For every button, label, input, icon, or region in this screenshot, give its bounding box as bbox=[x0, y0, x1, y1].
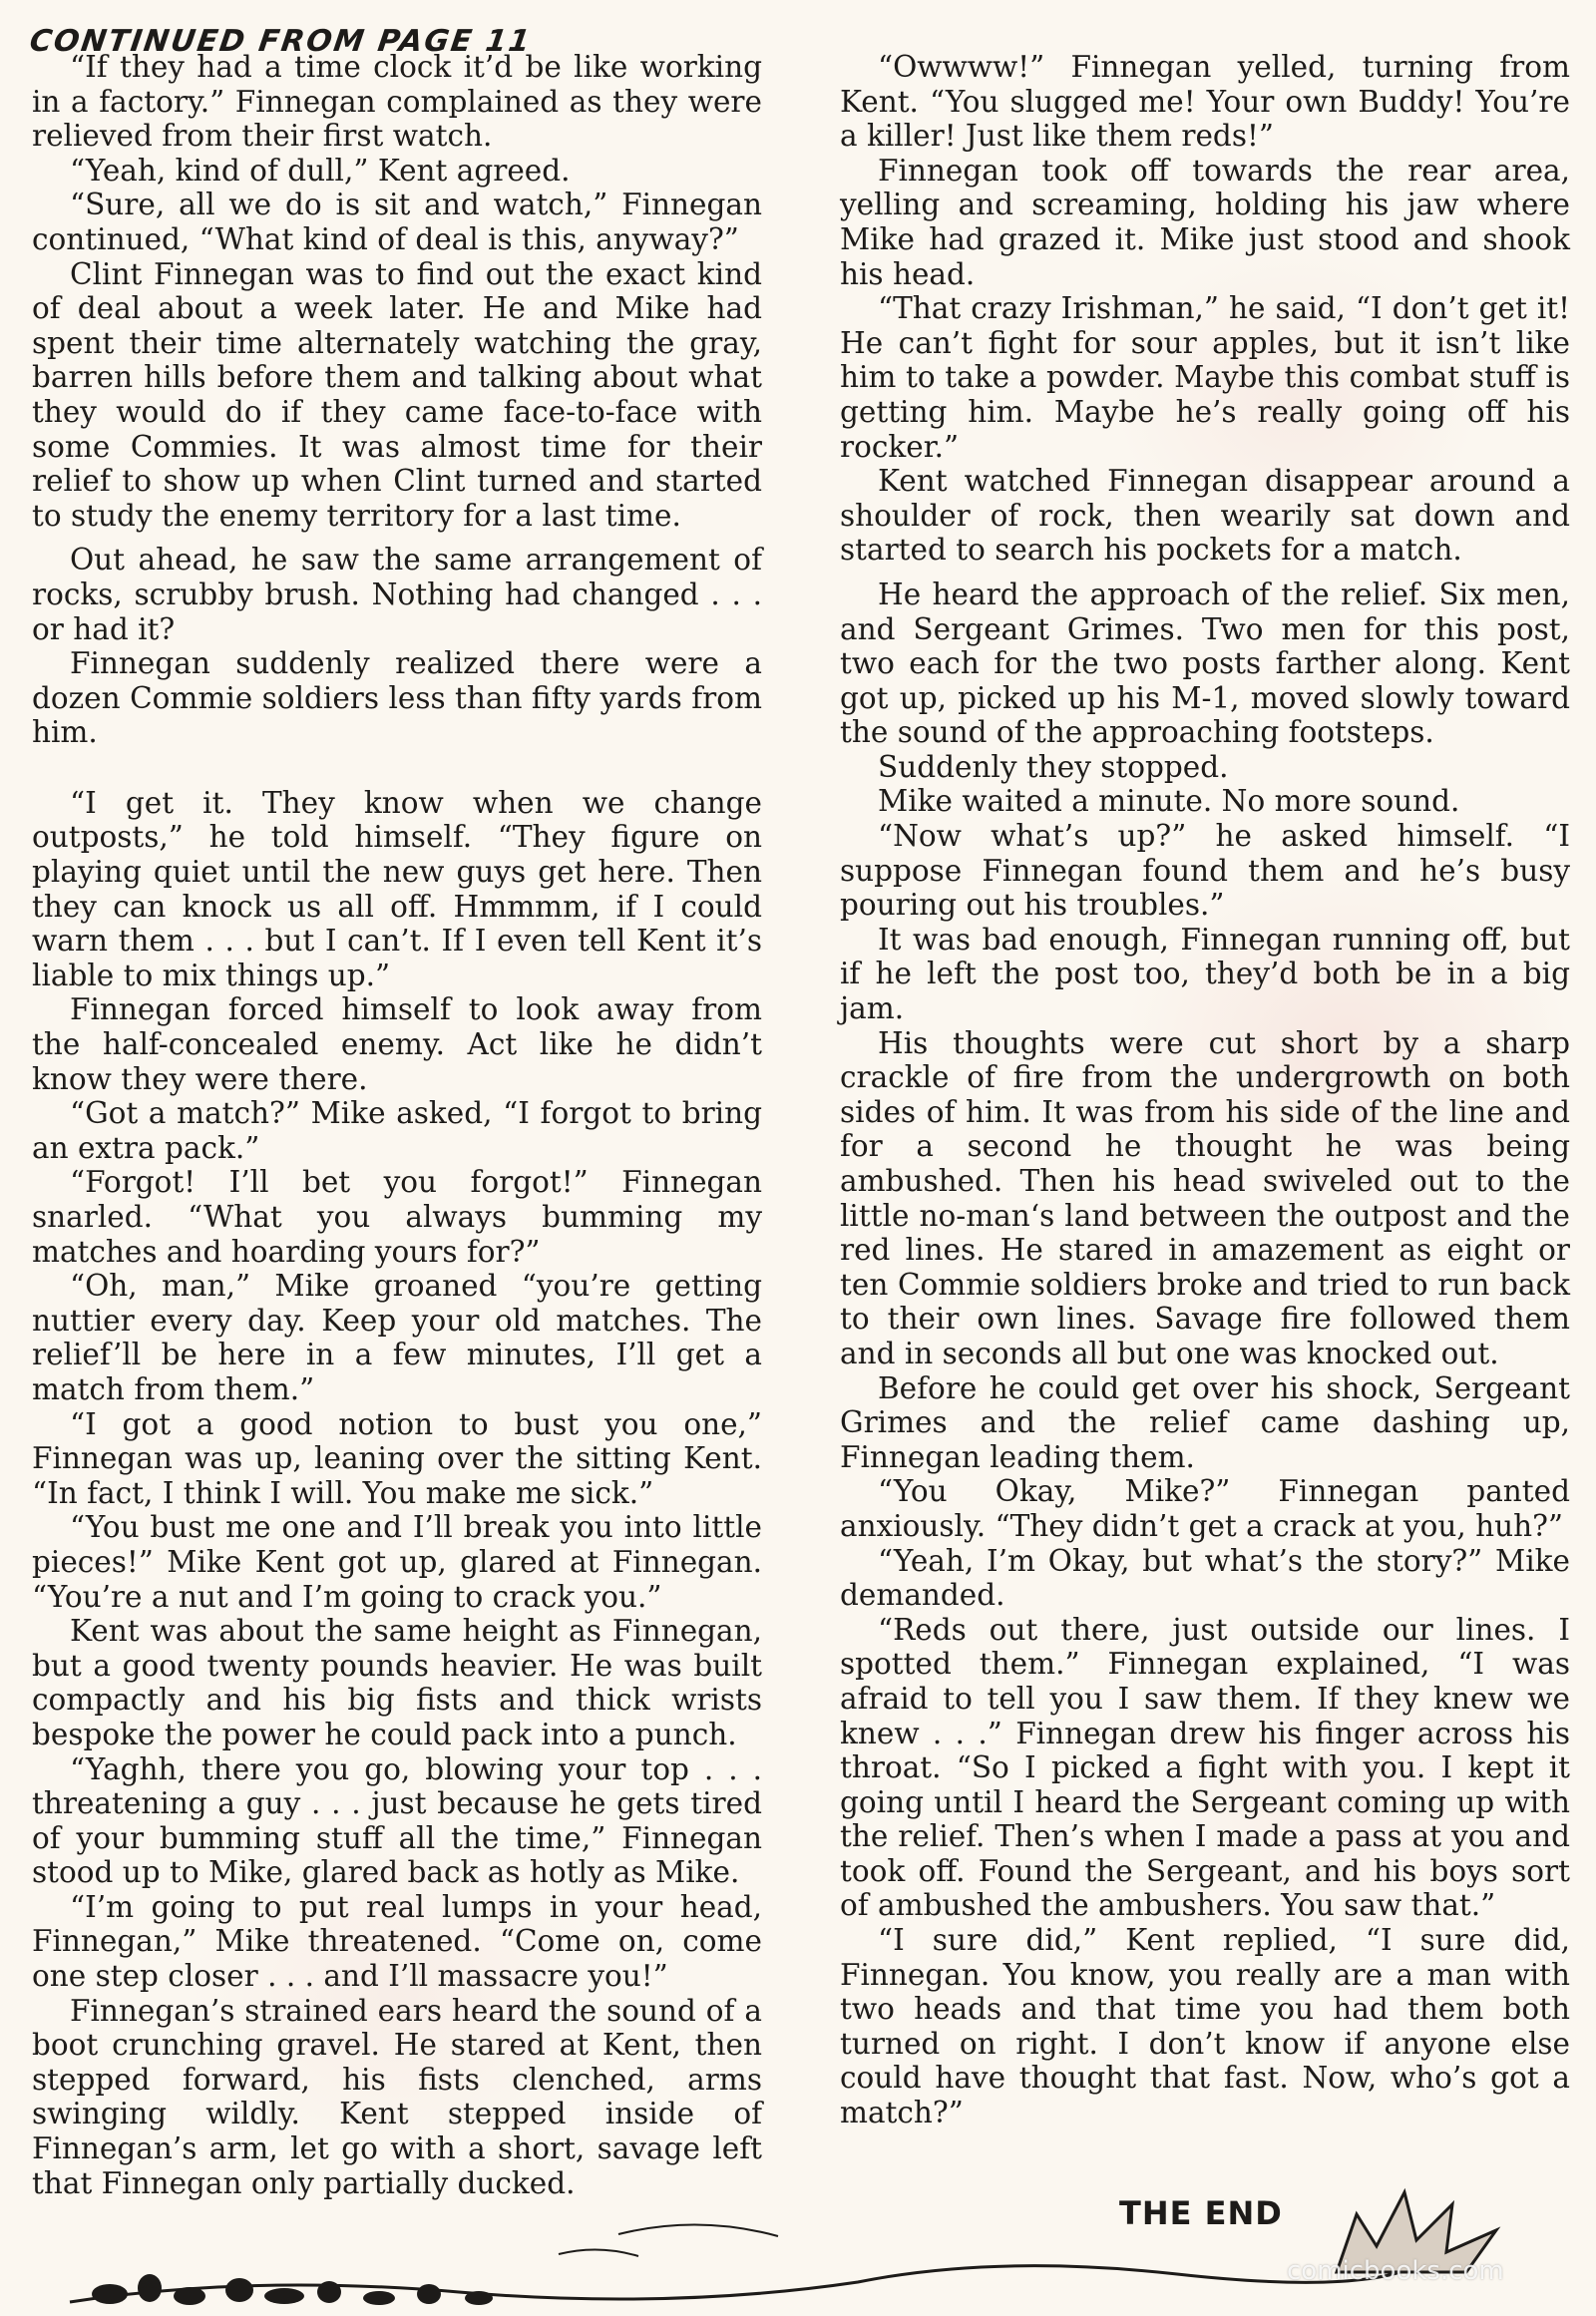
paragraph: “Yeah, I’m Okay, but what’s the story?” Mike demanded. bbox=[840, 1543, 1570, 1613]
paragraph: “You Okay, Mike?” Finnegan panted anxiously. “They didn’t get a crack at you, huh?” bbox=[840, 1474, 1570, 1543]
the-end-label: THE END bbox=[1119, 2194, 1283, 2232]
paragraph: Suddenly they stopped. bbox=[878, 749, 1229, 784]
paragraph: Kent was about the same height as Finnegan, but a good twenty pounds heavier. He was built compactly and his big fists and thick wrists bespoke the power he could pack into a punch. bbox=[32, 1614, 762, 1751]
paragraph: “Yaghh, there you go, blowing your top . . . threatening a guy . . . just because he gets tired of your bumming stuff all the time,” Finnegan stood up to Mike, glared back as hotly as Mike. bbox=[32, 1751, 762, 1890]
paragraph: “I got a good notion to bust you one,” Finnegan was up, leaning over the sitting Kent. “In fact, I think I will. You make me sick.” bbox=[32, 1406, 762, 1510]
paragraph: “If they had a time clock it’d be like working in a factory.” Finnegan complained as they were relieved from their first watch. bbox=[32, 50, 762, 154]
paragraph: “Reds out there, just outside our lines. I spotted them.” Finnegan explained, “I was afraid to tell you I saw them. If they knew we knew . . .” Finnegan drew his finger across his throat. “So I picked a fight with you. I kept it going until I heard the Sergeant coming up with the relief. Then’s when I made a pass at you and took off. Found the Sergeant, and his boys sort of ambushed the ambushers. You saw that.” bbox=[840, 1612, 1570, 1923]
right-column bbox=[840, 50, 1570, 2130]
paragraph: “I get it. They know when we change outposts,” he told himself. “They figure on playing quiet until the new guys get here. Then they can knock us all off. Hmmmm, if I could warn them . . . but I can’t. If I even tell Kent it’s liable to mix things up.” bbox=[32, 785, 762, 992]
paragraph: “Yeah, kind of dull,” Kent agreed. bbox=[70, 153, 571, 188]
paragraph: His thoughts were cut short by a sharp crackle of fire from the undergrowth on both sides of him. It was from his side of the line and for a second he thought he was being ambushed. Then his head swiveled out to the little no-man‘s land between the outpost and the red lines. He stared in amazement as eight or ten Commie soldiers broke and tried to run back to their own lines. Savage fire followed them and in seconds all but one was knocked out. bbox=[840, 1025, 1570, 1370]
paragraph: “I’m going to put real lumps in your head, Finnegan,” Mike threatened. “Come on, come one step closer . . . and I’ll massacre you!” bbox=[32, 1889, 762, 1994]
paragraph: “Now what’s up?” he asked himself. “I suppose Finnegan found them and he’s busy pouring out his troubles.” bbox=[840, 819, 1570, 923]
left-column bbox=[32, 50, 762, 2200]
paragraph: Mike waited a minute. No more sound. bbox=[878, 784, 1460, 819]
paragraph: Kent watched Finnegan disappear around a shoulder of rock, then wearily sat down and started to search his pockets for a match. bbox=[840, 464, 1570, 568]
paragraph: “I sure did,” Kent replied, “I sure did, Finnegan. You know, you really are a man with two heads and that time you had them both turned on right. I don’t know if anyone else could have thought that fast. Now, who’s got a match?” bbox=[840, 1923, 1570, 2130]
paragraph: Finnegan’s strained ears heard the sound of a boot crunching gravel. He stared at Kent, then stepped forward, his fists clenched, arms swinging wildly. Kent stepped inside of Finnegan’s arm, let go with a short, savage left that Finnegan only partially ducked. bbox=[32, 1993, 762, 2200]
paragraph: Before he could get over his shock, Sergeant Grimes and the relief came dashing up, Finnegan leading them. bbox=[840, 1370, 1570, 1474]
paragraph: “You bust me one and I’ll break you into little pieces!” Mike Kent got up, glared at Finnegan. “You’re a nut and I’m going to crack you.” bbox=[32, 1510, 762, 1614]
paragraph: “Got a match?” Mike asked, “I forgot to bring an extra pack.” bbox=[32, 1096, 762, 1165]
continued-note: CONTINUED FROM PAGE 11 bbox=[27, 24, 535, 59]
paragraph: Out ahead, he saw the same arrangement of rocks, scrubby brush. Nothing had changed . . . or had it? bbox=[32, 543, 762, 646]
paragraph: Finnegan suddenly realized there were a dozen Commie soldiers less than fifty yards from him. bbox=[32, 646, 762, 750]
paragraph: “That crazy Irishman,” he said, “I don’t get it! He can’t fight for sour apples, but it isn’t like him to take a powder. Maybe this combat stuff is getting him. Maybe he’s really going off his rocker.” bbox=[840, 291, 1570, 464]
paragraph: “Oh, man,” Mike groaned “you’re getting nuttier every day. Keep your old matches. The relief’ll be here in a few minutes, I’ll get a match from them.” bbox=[32, 1269, 762, 1406]
paragraph: He heard the approach of the relief. Six men, and Sergeant Grimes. Two men for this post, two each for the two posts farther along. Kent got up, picked up his M-1, moved slowly toward the sound of the approaching footsteps. bbox=[840, 577, 1570, 750]
site-watermark: comicbooks.com bbox=[1287, 2256, 1504, 2286]
battlefield-illustration bbox=[0, 2174, 1596, 2316]
soldiers-silhouettes bbox=[92, 2274, 493, 2305]
paragraph: “Forgot! I’ll bet you forgot!” Finnegan snarled. “What you always bumming my matches and hoarding yours for?” bbox=[32, 1165, 762, 1269]
paragraph: Finnegan forced himself to look away from the half-concealed enemy. Act like he didn’t know they were there. bbox=[32, 992, 762, 1096]
paragraph: Clint Finnegan was to find out the exact kind of deal about a week later. He and Mike had spent their time alternately watching the gray, barren hills before them and talking about what they would do if they came face-to-face with some Commies. It was almost time for their relief to show up when Clint turned and started to study the enemy territory for a last time. bbox=[32, 256, 762, 533]
paragraph: “Sure, all we do is sit and watch,” Finnegan continued, “What kind of deal is this, anyway?” bbox=[32, 188, 762, 256]
paragraph: It was bad enough, Finnegan running off, but if he left the post too, they’d both be in a big jam. bbox=[840, 922, 1570, 1026]
paragraph: Finnegan took off towards the rear area, yelling and screaming, holding his jaw where Mike had grazed it. Mike just stood and shook his head. bbox=[840, 153, 1570, 291]
paragraph: “Owwww!” Finnegan yelled, turning from Kent. “You slugged me! Your own Buddy! You’re a killer! Just like them reds!” bbox=[840, 50, 1570, 154]
